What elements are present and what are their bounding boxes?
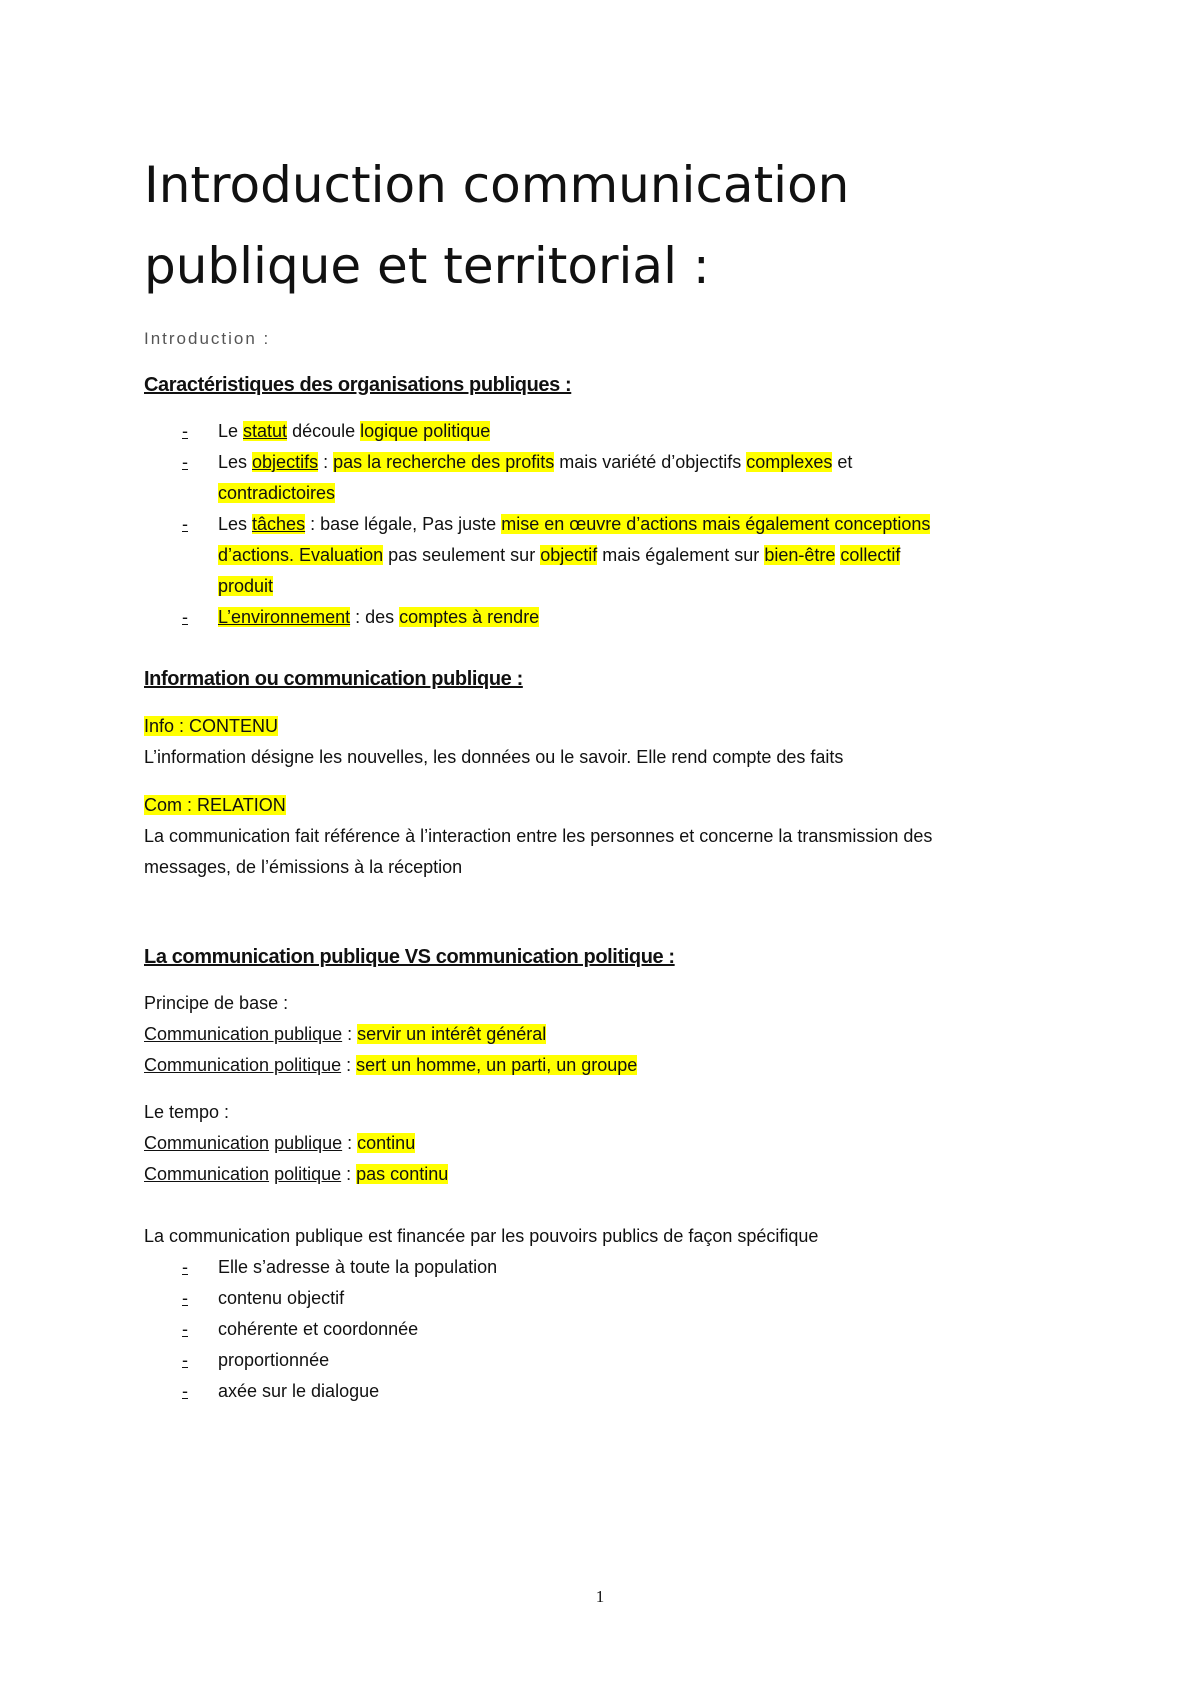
text-run: : des <box>350 607 400 627</box>
list-item <box>144 447 1064 509</box>
politique-word: politique <box>274 1164 342 1184</box>
highlight-environnement: L’environnement <box>218 607 351 627</box>
page-number: 1 <box>595 1587 605 1606</box>
list-item <box>144 1314 1064 1345</box>
highlight-profits: pas la recherche des profits <box>333 452 555 472</box>
dash-bullet: - <box>182 452 188 472</box>
comm-publique-label: Communication publique <box>144 1024 343 1044</box>
finance-text: La communication publique est financée par les pouvoirs publics de façon spécifique <box>144 1226 819 1246</box>
comm-politique-label: Communication politique <box>144 1055 342 1075</box>
highlight-info-contenu: Info : CONTENU <box>144 716 279 736</box>
text-run: Les <box>218 514 253 534</box>
text-run: : <box>318 452 334 472</box>
text-run: et <box>832 452 853 472</box>
dash-bullet: - <box>182 421 188 441</box>
list-item-text: proportionnée <box>218 1350 330 1370</box>
tempo-pol-line <box>144 1159 1064 1190</box>
highlight-continu: continu <box>357 1133 416 1153</box>
dash-bullet: - <box>182 514 188 534</box>
highlight-servir: servir un intérêt général <box>357 1024 547 1044</box>
text-run: Le <box>218 421 244 441</box>
list-item-text: axée sur le dialogue <box>218 1381 380 1401</box>
highlight-collectif: collectif <box>840 545 901 565</box>
highlight-logique: logique politique <box>360 421 491 441</box>
separator: : <box>342 1133 358 1153</box>
dash-bullet: - <box>182 1381 188 1401</box>
dash-bullet: - <box>182 1319 188 1339</box>
section1-heading: Caractéristiques des organisations publiques : <box>144 374 572 396</box>
highlight-sert: sert un homme, un parti, un groupe <box>356 1055 638 1075</box>
tempo-label: Le tempo : <box>144 1102 230 1122</box>
highlight-taches: tâches <box>252 514 306 534</box>
com-label-line <box>144 790 1064 821</box>
list-item <box>144 509 1064 602</box>
highlight-statut: statut <box>243 421 288 441</box>
text-run: découle <box>287 421 361 441</box>
list-item <box>144 602 1064 633</box>
highlight-pas-continu: pas continu <box>356 1164 449 1184</box>
highlight-evaluation: d’actions. Evaluation <box>218 545 384 565</box>
comm-word: Communication <box>144 1164 270 1184</box>
com-text-2: messages, de l’émissions à la réception <box>144 857 463 877</box>
dash-bullet: - <box>182 1350 188 1370</box>
section3-heading: La communication publique VS communication politique : <box>144 946 675 968</box>
highlight-produit: produit <box>218 576 274 596</box>
title-line-2: publique et territorial : <box>144 237 710 295</box>
comm-word: Communication <box>144 1133 270 1153</box>
highlight-bien-etre: bien-être <box>764 545 836 565</box>
com-text-1: La communication fait référence à l’interaction entre les personnes et concerne la transmission des <box>144 826 933 846</box>
list-item <box>144 1345 1064 1376</box>
principe-pol-line <box>144 1050 1064 1081</box>
list-item <box>144 1376 1064 1407</box>
text-run: pas seulement sur <box>383 545 541 565</box>
section1-list <box>144 416 1064 633</box>
list-item-text: contenu objectif <box>218 1288 345 1308</box>
highlight-mise-en-oeuvre: mise en œuvre d’actions mais également conceptions <box>501 514 931 534</box>
highlight-objectif: objectif <box>540 545 598 565</box>
dash-bullet: - <box>182 1288 188 1308</box>
separator: : <box>341 1055 357 1075</box>
text-run: Les <box>218 452 253 472</box>
text-run: : base légale, Pas juste <box>305 514 502 534</box>
principe-label: Principe de base : <box>144 993 289 1013</box>
highlight-contradictoires: contradictoires <box>218 483 336 503</box>
dash-bullet: - <box>182 607 188 627</box>
document-title <box>144 145 1064 307</box>
highlight-com-relation: Com : RELATION <box>144 795 286 815</box>
highlight-complexes: complexes <box>746 452 833 472</box>
document-page <box>144 145 1064 1407</box>
list-item-text: cohérente et coordonnée <box>218 1319 419 1339</box>
separator: : <box>342 1024 358 1044</box>
text-run: mais variété d’objectifs <box>554 452 747 472</box>
highlight-comptes: comptes à rendre <box>399 607 540 627</box>
section2-heading: Information ou communication publique : <box>144 668 523 690</box>
text-run: mais également sur <box>597 545 765 565</box>
list-item <box>144 1252 1064 1283</box>
list-item-text: Elle s’adresse à toute la population <box>218 1257 498 1277</box>
info-label-line <box>144 711 1064 742</box>
info-text: L’information désigne les nouvelles, les données ou le savoir. Elle rend compte des faits <box>144 747 844 767</box>
principe-pub-line <box>144 1019 1064 1050</box>
list-item <box>144 416 1064 447</box>
publique-word: publique <box>274 1133 343 1153</box>
list-item <box>144 1283 1064 1314</box>
highlight-objectifs: objectifs <box>252 452 319 472</box>
section3-list <box>144 1252 1064 1407</box>
subtitle: Introduction : <box>144 329 271 348</box>
separator: : <box>341 1164 357 1184</box>
dash-bullet: - <box>182 1257 188 1277</box>
title-line-1: Introduction communication <box>144 156 850 214</box>
tempo-pub-line <box>144 1128 1064 1159</box>
